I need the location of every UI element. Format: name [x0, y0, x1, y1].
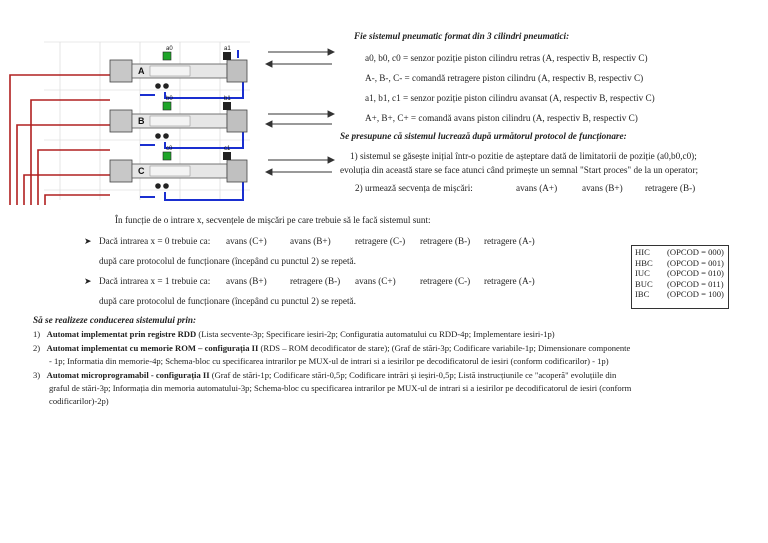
case-x0-step-2: avans (B+) [290, 236, 331, 246]
protocol-step-1a: 1) sistemul se găsește inițial într-o pozitie de așteptare dată de limitatorii de poziție (a0,b0,c0); [350, 151, 697, 161]
sensor-line-4: A+, B+, C+ = comandă avans piston cilindru (A, respectiv B, respectiv C) [365, 113, 638, 123]
case-x1-after: după care protocolul de funcționare (începând cu punctul 2) se repetă. [99, 296, 356, 306]
requirement-3: 3) Automat microprogramabil - configurația II (Graf de stări-1p; Codificare stări-0,5p; Codificare intrări și ieșiri-0,5p; Listă instrucțiunile ce "acoperă" evoluțiile din [33, 370, 617, 380]
case-x0 [84, 236, 564, 248]
opcode-row: IBC (OPCOD = 100) [635, 289, 724, 300]
protocol-heading: Se presupune că sistemul lucrează după următorul protocol de funcționare: [340, 131, 627, 141]
requirement-3-cont: graful de stări-3p; Informația din memoria automatului-3p; Schema-bloc cu specificarea intrarilor pe MUX-ul de intrari si a iesirilor pe decodificatorul de iesiri (conform [49, 383, 632, 393]
opcode-row: BUC (OPCOD = 011) [635, 278, 724, 289]
case-x0-step-1: avans (C+) [226, 236, 267, 246]
requirement-2: 2) Automat implementat cu memorie ROM – configurația II (RDS – ROM decodificator de stare); (Graf de stări-3p; Codificare variabile-1p; Dimensionare componente [33, 343, 631, 353]
case-x0-after: după care protocolul de funcționare (începând cu punctul 2) se repetă. [99, 256, 356, 266]
case-x1-label: Dacă intrarea x = 1 trebuie ca: [99, 276, 211, 286]
sensor-line-2: A-, B-, C- = comandă retragere piston cilindru (A, respectiv B, respectiv C) [365, 73, 644, 83]
cylinder-b-label: B [138, 116, 145, 126]
sensor-b1-label: b1 [224, 96, 231, 102]
case-x1-step-5: retragere (A-) [484, 276, 535, 286]
cylinder-c [110, 152, 247, 189]
pneumatic-system-diagram [0, 0, 335, 215]
input-intro: În funcție de o intrare x, secvențele de mișcări pe care trebuie să le facă sistemul sunt: [115, 215, 431, 225]
sensor-c1-label: c1 [224, 146, 231, 152]
protocol-step-2-move-3: retragere (B-) [645, 183, 696, 193]
requirement-2-cont: - 1p; Informatia din memorie-4p; Schema-bloc cu specificarea intrarilor pe MUX-ul de intrari si a iesirilor pe decodificatorul de iesiri (conform codificarilor) - 1p) [49, 356, 609, 366]
cylinder-a [110, 52, 247, 89]
requirement-3-cont-2: codificarilor)-2p) [49, 396, 109, 406]
protocol-step-2-move-1: avans (A+) [516, 183, 558, 193]
bullet-arrow-icon: ➤ [84, 236, 92, 246]
sensor-line-1: a0, b0, c0 = senzor poziție piston cilindru retras (A, respectiv B, respectiv C) [365, 53, 648, 63]
case-x1 [84, 276, 564, 288]
protocol-step-1b: evoluția din această stare se face atunci când primește un semnal "Start proces" de la un operator; [340, 165, 699, 175]
requirements-heading: Să se realizeze conducerea sistemului prin: [33, 315, 197, 325]
case-x0-label: Dacă intrarea x = 0 trebuie ca: [99, 236, 211, 246]
opcode-row: IUC (OPCOD = 010) [635, 268, 724, 279]
cylinder-b [110, 102, 247, 139]
case-x0-step-3: retragere (C-) [355, 236, 406, 246]
system-title: Fie sistemul pneumatic format din 3 cilindri pneumatici: [354, 31, 570, 41]
case-x0-step-4: retragere (B-) [420, 236, 471, 246]
case-x1-step-2: retragere (B-) [290, 276, 341, 286]
protocol-step-2-label: 2) urmează secvența de mișcări: [355, 183, 473, 193]
case-x0-step-5: retragere (A-) [484, 236, 535, 246]
sensor-line-3: a1, b1, c1 = senzor poziție piston cilindru avansat (A, respectiv B, respectiv C) [365, 93, 655, 103]
protocol-step-2 [355, 183, 696, 194]
protocol-step-2-move-2: avans (B+) [582, 183, 623, 193]
requirement-1: 1) Automat implementat prin registre RDD (Lista secvente-3p; Specificare iesiri-2p; Configuratia automatului cu RDD-4p; Implementare iesiri-1p) [33, 329, 555, 339]
opcode-row: HIC (OPCOD = 000) [635, 247, 724, 257]
sensor-c0-label: c0 [166, 146, 173, 152]
signal-arrows [266, 49, 334, 175]
bullet-arrow-icon: ➤ [84, 276, 92, 286]
opcode-table [631, 245, 729, 309]
sensor-b0-label: b0 [166, 96, 173, 102]
sensor-a1-label: a1 [224, 46, 231, 52]
case-x1-step-1: avans (B+) [226, 276, 267, 286]
opcode-row: HBC (OPCOD = 001) [635, 257, 724, 268]
cylinder-a-label: A [138, 66, 145, 76]
case-x1-step-4: retragere (C-) [420, 276, 471, 286]
sensor-a0-label: a0 [166, 46, 173, 52]
cylinder-c-label: C [138, 166, 145, 176]
case-x1-step-3: avans (C+) [355, 276, 396, 286]
